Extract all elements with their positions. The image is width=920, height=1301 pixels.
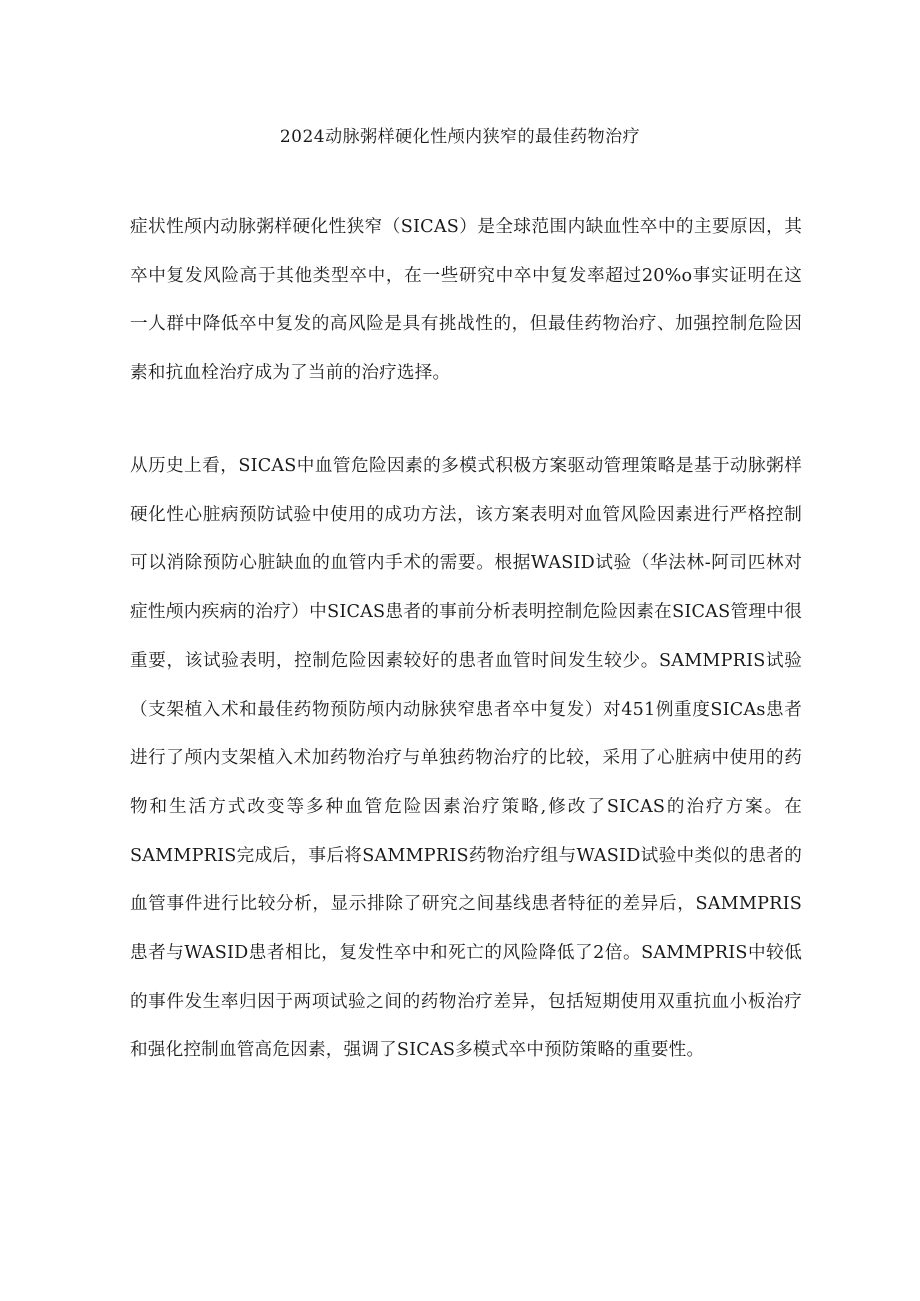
- document-title: 2024动脉粥样硬化性颅内狭窄的最佳药物治疗: [279, 127, 641, 147]
- paragraph-history: 从历史上看，SICAS中血管危险因素的多模式积极方案驱动管理策略是基于动脉粥样硬化性心脏病预防试验中使用的成功方法，该方案表明对血管风险因素进行严格控制可以消除预防心脏缺血的血管内手术的需要。根据WASID试验（华法林-阿司匹林对症性颅内疾病的治疗）中SICAS患者的事前分析表明控制危险因素在SICAS管理中很重要，该试验表明，控制危险因素较好的患者血管时间发生较少。SAMMPRIS试验（支架植入术和最佳药物预防颅内动脉狭窄患者卒中复发）对451例重度SICAs患者进行了颅内支架植入术加药物治疗与单独药物治疗的比较，采用了心脏病中使用的药物和生活方式改变等多种血管危险因素治疗策略,修改了SICAS的治疗方案。在SAMMPRIS完成后，事后将SAMMPRIS药物治疗组与WASID试验中类似的患者的血管事件进行比较分析，显示排除了研究之间基线患者特征的差异后，SAMMPRIS患者与WASID患者相比，复发性卒中和死亡的风险降低了2倍。SAMMPRIS中较低的事件发生率归因于两项试验之间的药物治疗差异，包括短期使用双重抗血小板治疗和强化控制血管高危因素，强调了SICAS多模式卒中预防策略的重要性。: [130, 456, 802, 1061]
- paragraph-intro: 症状性颅内动脉粥样硬化性狭窄（SICAS）是全球范围内缺血性卒中的主要原因，其卒中复发风险高于其他类型卒中，在一些研究中卒中复发率超过20%o事实证明在这一人群中降低卒中复发的高风险是具有挑战性的，但最佳药物治疗、加强控制危险因素和抗血栓治疗成为了当前的治疗选择。: [130, 217, 802, 384]
